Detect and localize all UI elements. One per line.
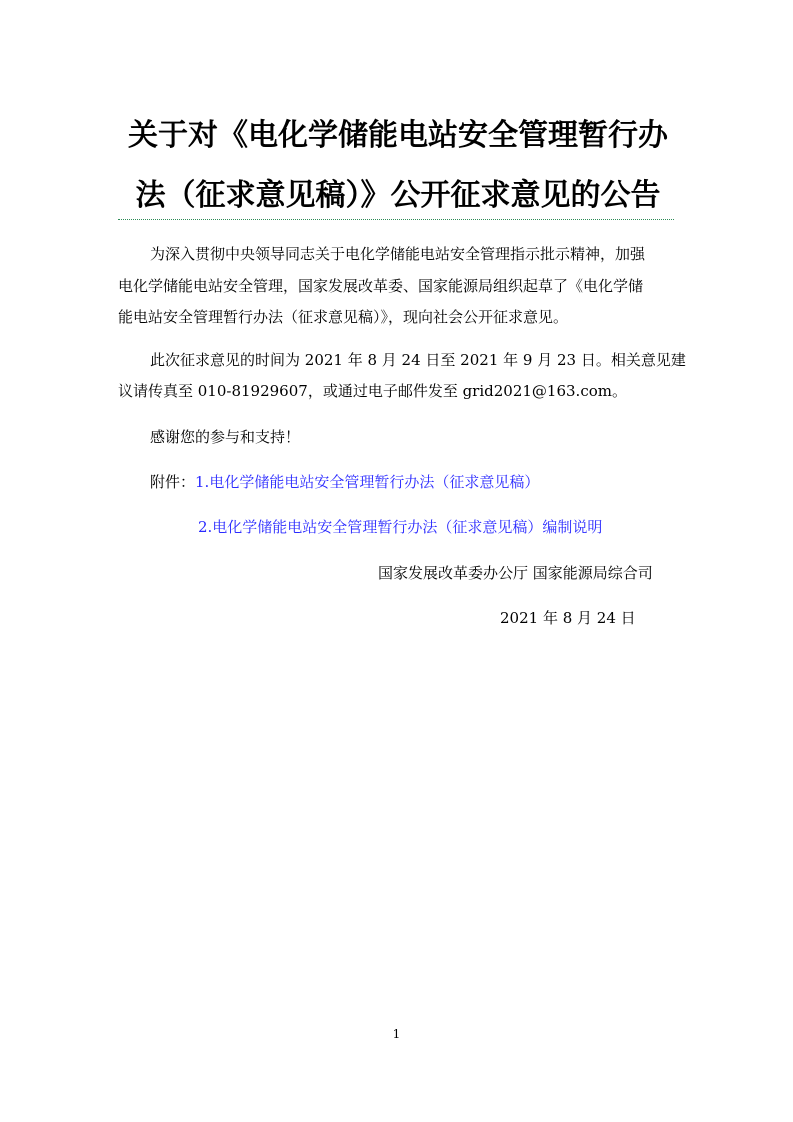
attachments-row-1 (150, 472, 539, 492)
attachments-label: 附件： (150, 473, 196, 491)
document-title-line-1: 关于对《电化学储能电站安全管理暂行办 (128, 118, 668, 153)
attachment-link-1[interactable]: 1.电化学储能电站安全管理暂行办法（征求意见稿） (195, 473, 540, 491)
page-number: 1 (392, 1027, 401, 1041)
paragraph-deadline-line-2: 议请传真至 010-81929607，或通过电子邮件发至 grid2021@163.com。 (118, 382, 627, 400)
title-divider (118, 219, 674, 220)
paragraph-intro-line-1: 为深入贯彻中央领导同志关于电化学储能电站安全管理指示批示精神，加强 (150, 245, 646, 263)
signature-date: 2021 年 8 月 24 日 (500, 609, 636, 627)
paragraph-intro-line-2: 电化学储能电站安全管理，国家发展改革委、国家能源局组织起草了《电化学储 (118, 277, 644, 295)
document-title-line-2: 法（征求意见稿）》公开征求意见的公告 (135, 178, 661, 213)
signature-issuer: 国家发展改革委办公厅 国家能源局综合司 (378, 564, 653, 582)
paragraph-thanks: 感谢您的参与和支持！ (150, 428, 301, 446)
attachments-row-2 (198, 517, 602, 537)
attachment-link-2[interactable]: 2.电化学储能电站安全管理暂行办法（征求意见稿）编制说明 (198, 518, 603, 536)
paragraph-deadline-line-1: 此次征求意见的时间为 2021 年 8 月 24 日至 2021 年 9 月 23 日。相关意见建 (150, 351, 686, 369)
paragraph-intro-line-3: 能电站安全管理暂行办法（征求意见稿）》，现向社会公开征求意见。 (118, 308, 569, 326)
